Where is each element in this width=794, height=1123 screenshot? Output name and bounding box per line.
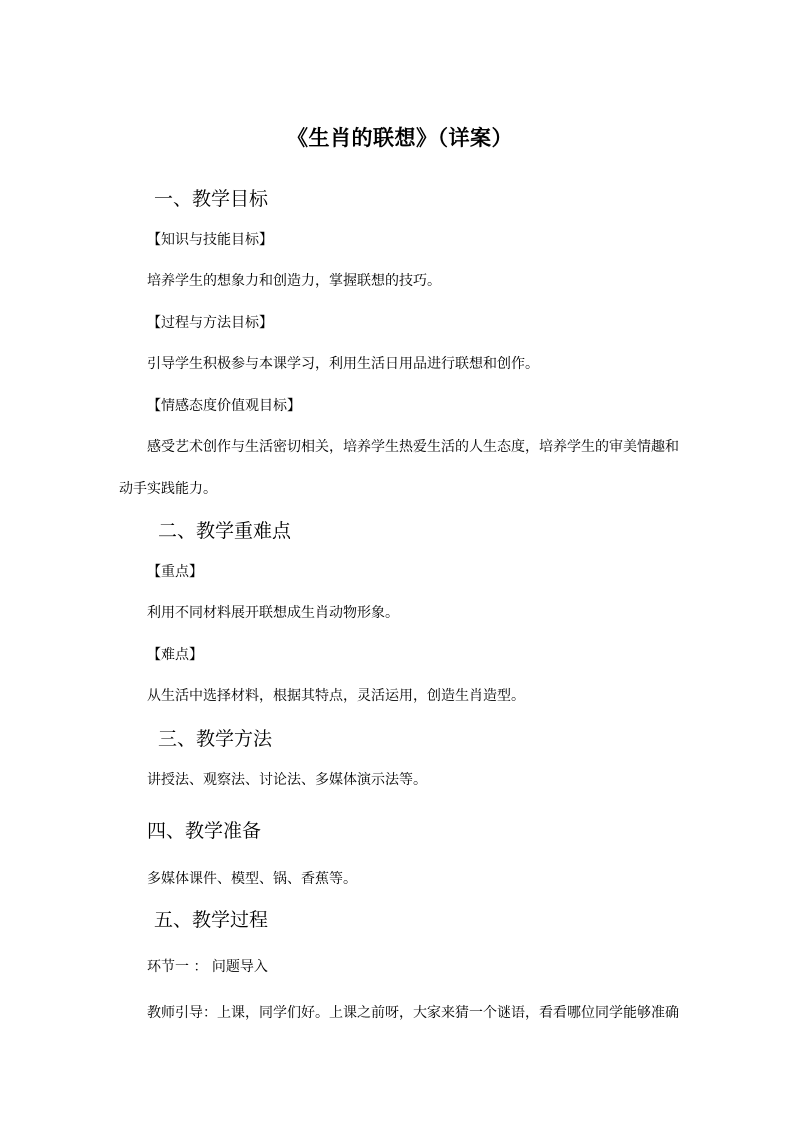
section-heading-preparation: 四、教学准备 bbox=[147, 820, 262, 842]
section-heading-goals: 一、教学目标 bbox=[154, 188, 269, 210]
emotion-attitude-label: 【情感态度价值观目标】 bbox=[147, 398, 301, 414]
emotion-attitude-text-line2: 动手实践能力。 bbox=[119, 481, 217, 497]
process-method-label: 【过程与方法目标】 bbox=[147, 315, 273, 331]
key-point-text: 利用不同材料展开联想成生肖动物形象。 bbox=[147, 605, 399, 621]
knowledge-skills-label: 【知识与技能目标】 bbox=[147, 232, 273, 248]
knowledge-skills-text: 培养学生的想象力和创造力，掌握联想的技巧。 bbox=[147, 273, 441, 289]
methods-text: 讲授法、观察法、讨论法、多媒体演示法等。 bbox=[147, 772, 427, 788]
section-heading-key-points: 二、教学重难点 bbox=[158, 520, 292, 542]
preparation-text: 多媒体课件、模型、锅、香蕉等。 bbox=[147, 871, 357, 887]
process-method-text: 引导学生积极参与本课学习，利用生活日用品进行联想和创作。 bbox=[147, 356, 539, 372]
difficult-point-text: 从生活中选择材料，根据其特点，灵活运用，创造生肖造型。 bbox=[147, 688, 525, 704]
emotion-attitude-text-line1: 感受艺术创作与生活密切相关，培养学生热爱生活的人生态度，培养学生的审美情趣和 bbox=[147, 439, 679, 455]
section-heading-process: 五、教学过程 bbox=[154, 909, 269, 931]
section-heading-methods: 三、教学方法 bbox=[158, 728, 273, 750]
difficult-point-label: 【难点】 bbox=[147, 647, 203, 663]
document-title: 《生肖的联想》（详案） bbox=[287, 126, 513, 150]
process-step1-label: 环节一 ： 问题导入 bbox=[147, 959, 268, 975]
process-step1-text: 教师引导：上课，同学们好。上课之前呀，大家来猜一个谜语，看看哪位同学能够准确 bbox=[147, 1005, 679, 1021]
key-point-label: 【重点】 bbox=[147, 564, 203, 580]
